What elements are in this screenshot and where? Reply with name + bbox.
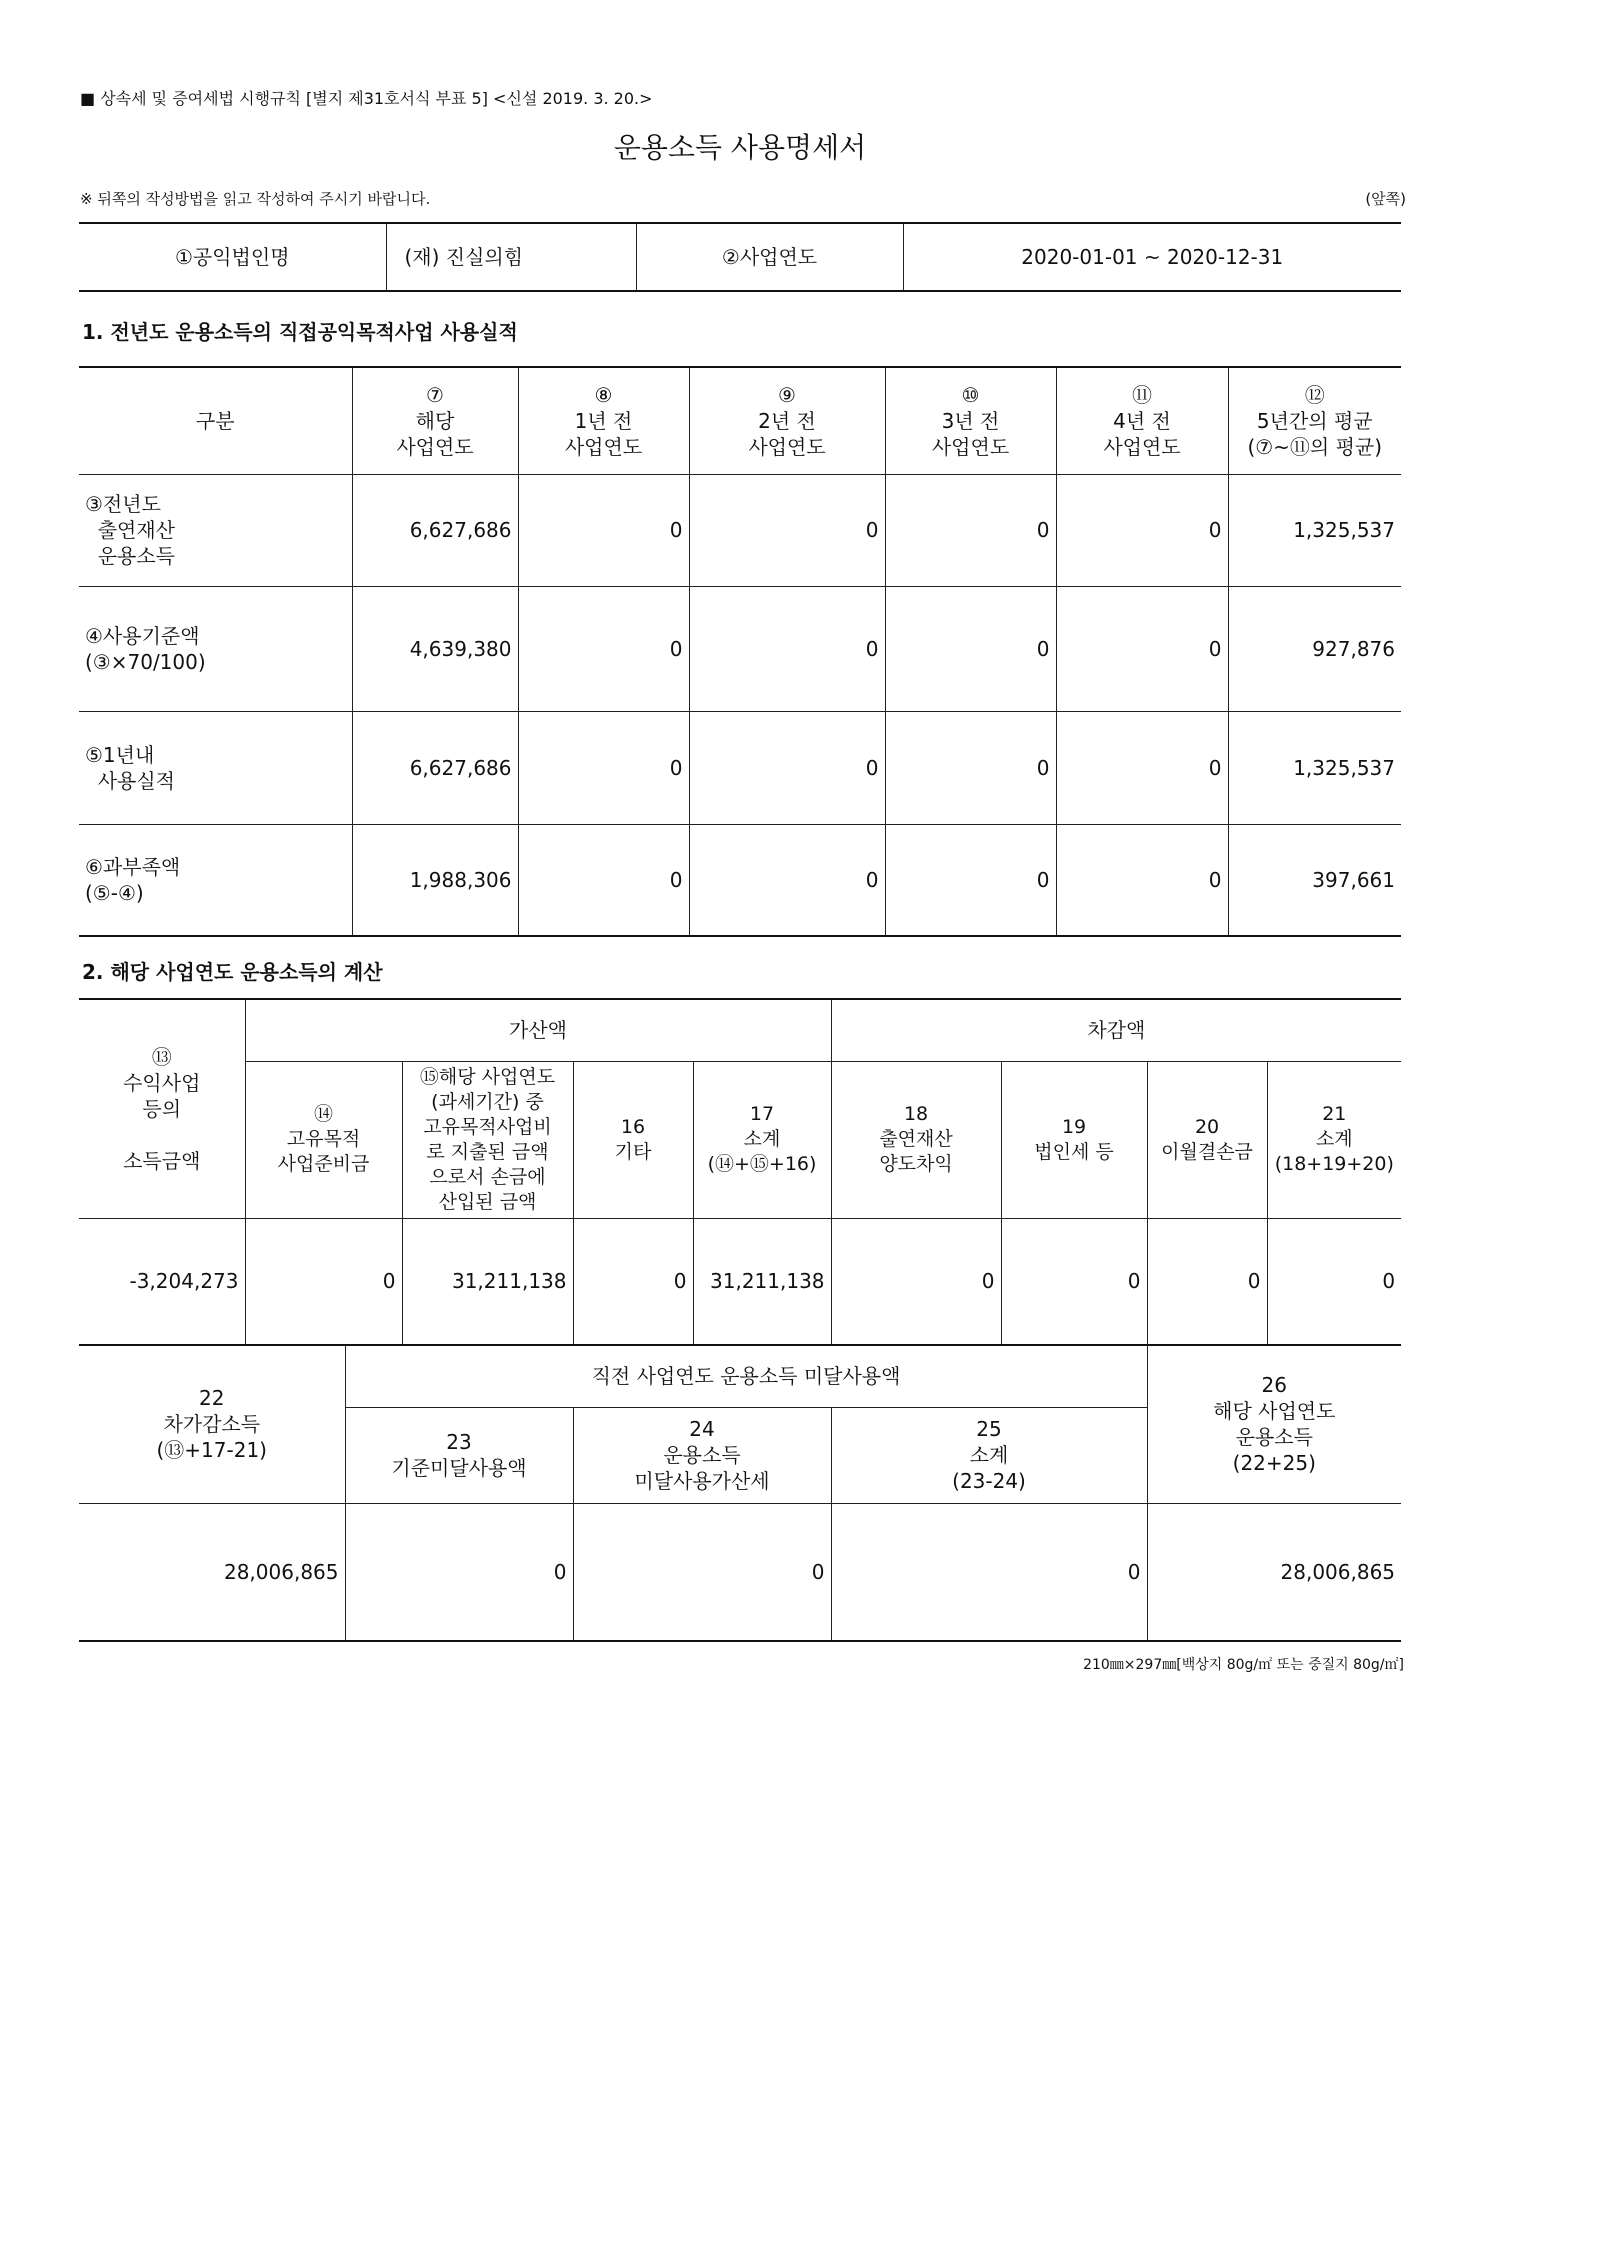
text-line: 26: [1261, 1373, 1287, 1398]
text-line: 해당: [415, 408, 455, 433]
text-line: 소계: [969, 1443, 1009, 1467]
text-line: 으로서 손금에: [429, 1165, 546, 1188]
amount-cell: 0: [831, 1503, 1147, 1641]
text-line: 25: [976, 1417, 1002, 1441]
text-line: (⑤-④): [85, 880, 144, 905]
deduction-column-header: [831, 1061, 1001, 1218]
income-amount-header: [79, 999, 245, 1218]
text-line: 3년 전: [941, 408, 1000, 433]
text-line: 사용실적: [85, 768, 175, 793]
amount-cell: 0: [1056, 711, 1228, 824]
amount-cell: 0: [689, 474, 885, 586]
text-line: ⑩: [961, 382, 980, 407]
text-line: ⑦: [426, 382, 444, 407]
text-line: ⑥과부족액: [85, 854, 181, 879]
addition-column-header: [573, 1061, 693, 1218]
text-line: 사업연도: [1103, 434, 1181, 459]
category-header: [79, 367, 352, 474]
text-line: 운용소득: [1235, 1425, 1313, 1450]
text-line: 4년 전: [1113, 408, 1171, 433]
text-line: 로 지출된 금액: [426, 1140, 549, 1163]
addition-column-header: [245, 1061, 402, 1218]
page-side-label: (앞쪽): [1365, 190, 1406, 208]
amount-cell: 0: [573, 1503, 831, 1641]
text-line: ⑬: [151, 1044, 172, 1069]
info-table: [79, 222, 1401, 292]
text-line: 소득금액: [123, 1148, 201, 1173]
column-header: [885, 367, 1056, 474]
amount-cell: 28,006,865: [79, 1503, 345, 1641]
amount-cell: 0: [573, 1218, 693, 1345]
amount-cell: 397,661: [1228, 824, 1401, 936]
text-line: 양도차익: [879, 1153, 953, 1175]
text-line: (⑭+⑮+16): [707, 1153, 817, 1175]
amount-cell: 0: [1056, 474, 1228, 586]
text-line: 22: [199, 1386, 225, 1411]
section2-table-a: [79, 998, 1401, 1346]
text-line: ⑮해당 사업연도: [419, 1065, 556, 1088]
amount-cell: 4,639,380: [352, 586, 518, 711]
text-line: 운용소득: [85, 544, 175, 568]
amount-cell: 0: [885, 824, 1056, 936]
row-label: [79, 824, 352, 936]
amount-cell: 0: [518, 711, 689, 824]
text-line: (과세기간) 중: [431, 1090, 544, 1113]
text-line: ⑭: [313, 1103, 333, 1125]
amount-cell: 31,211,138: [402, 1218, 573, 1345]
amount-cell: 1,988,306: [352, 824, 518, 936]
paper-spec: 210㎜×297㎜[백상지 80g/㎡ 또는 중질지 80g/㎡]: [1083, 1657, 1404, 1673]
text-line: (③×70/100): [85, 649, 206, 674]
text-line: 차가감소득: [163, 1412, 261, 1437]
corp-name-value: (재) 진실의힘: [386, 223, 636, 291]
text-line: 18: [903, 1103, 929, 1125]
text-line: 해당 사업연도: [1213, 1399, 1336, 1424]
text-line: 출연재산: [85, 518, 175, 542]
text-line: 고유목적사업비: [423, 1115, 552, 1138]
text-line: 2년 전: [758, 408, 816, 433]
text-line: 16: [620, 1115, 646, 1138]
text-line: 17: [749, 1103, 775, 1125]
amount-cell: 1,325,537: [1228, 711, 1401, 824]
text-line: (⑦~⑪의 평균): [1247, 434, 1383, 459]
amount-cell: 0: [885, 586, 1056, 711]
prev-year-shortfall-header: 직전 사업연도 운용소득 미달사용액: [345, 1345, 1147, 1407]
text-line: [85, 1122, 239, 1148]
amount-cell: 927,876: [1228, 586, 1401, 711]
section2-table-b: [79, 1344, 1401, 1642]
text-line: 사업준비금: [277, 1153, 370, 1175]
text-line: (⑬+17-21): [156, 1438, 267, 1463]
amount-cell: 1,325,537: [1228, 474, 1401, 586]
text-line: 등의: [142, 1096, 182, 1121]
column-header: [1056, 367, 1228, 474]
amount-cell: 0: [518, 586, 689, 711]
text-line: ⑪: [1132, 382, 1152, 407]
text-line: 20: [1194, 1115, 1220, 1138]
deduction-column-header: [1001, 1061, 1147, 1218]
shortfall-column-header: [345, 1407, 573, 1503]
text-line: 소계: [743, 1128, 781, 1150]
text-line: 구분: [195, 408, 235, 433]
amount-cell: 0: [518, 474, 689, 586]
addition-column-header: [402, 1061, 573, 1218]
shortfall-column-header: [831, 1407, 1147, 1503]
amount-cell: 0: [245, 1218, 402, 1345]
text-line: (18+19+20): [1274, 1153, 1394, 1175]
corp-name-label: ①공익법인명: [79, 223, 386, 291]
text-line: 19: [1061, 1115, 1087, 1138]
amount-cell: 0: [689, 824, 885, 936]
row-label: [79, 711, 352, 824]
amount-cell: 0: [885, 711, 1056, 824]
text-line: 사업연도: [564, 434, 643, 459]
amount-cell: 0: [689, 711, 885, 824]
text-line: ④사용기준액: [85, 623, 200, 648]
instruction-note: ※ 뒤쪽의 작성방법을 읽고 작성하여 주시기 바랍니다.: [80, 190, 431, 208]
amount-cell: -3,204,273: [79, 1218, 245, 1345]
current-year-income-header: [1147, 1345, 1401, 1503]
text-line: 고유목적: [286, 1128, 361, 1150]
text-line: 23: [446, 1430, 472, 1454]
amount-cell: 0: [885, 474, 1056, 586]
amount-cell: 0: [1056, 824, 1228, 936]
text-line: 사업연도: [931, 434, 1010, 459]
text-line: 1년 전: [574, 408, 633, 433]
shortfall-column-header: [573, 1407, 831, 1503]
deduction-header: 차감액: [831, 999, 1401, 1061]
text-line: 24: [689, 1417, 715, 1441]
column-header: [689, 367, 885, 474]
text-line: ③전년도: [85, 492, 161, 516]
page-title: 운용소득 사용명세서: [613, 131, 867, 164]
text-line: 사업연도: [396, 434, 474, 459]
amount-cell: 0: [1147, 1218, 1267, 1345]
text-line: ⑫: [1304, 382, 1325, 407]
text-line: 기준미달사용액: [391, 1456, 527, 1480]
column-header: [518, 367, 689, 474]
text-line: 미달사용가산세: [634, 1469, 770, 1493]
row-label: [79, 474, 352, 586]
column-header: [1228, 367, 1401, 474]
text-line: 5년간의 평균: [1256, 408, 1373, 433]
amount-cell: 31,211,138: [693, 1218, 831, 1345]
row-label: [79, 586, 352, 711]
column-header: [352, 367, 518, 474]
business-year-label: ②사업연도: [636, 223, 903, 291]
text-line: 운용소득: [663, 1443, 741, 1467]
text-line: (22+25): [1232, 1451, 1316, 1476]
text-line: ⑤1년내: [85, 742, 155, 767]
amount-cell: 0: [831, 1218, 1001, 1345]
text-line: ⑨: [778, 382, 796, 407]
text-line: 법인세 등: [1034, 1140, 1114, 1163]
amount-cell: 0: [518, 824, 689, 936]
net-income-header: [79, 1345, 345, 1503]
text-line: (23-24): [952, 1469, 1026, 1493]
amount-cell: 0: [1267, 1218, 1401, 1345]
text-line: ⑧: [594, 382, 613, 407]
text-line: 출연재산: [879, 1128, 953, 1150]
section1-table: [79, 366, 1401, 937]
text-line: 21: [1322, 1103, 1347, 1125]
amount-cell: 28,006,865: [1147, 1503, 1401, 1641]
section2-title: 2. 해당 사업연도 운용소득의 계산: [82, 960, 383, 984]
amount-cell: 0: [345, 1503, 573, 1641]
addition-header: 가산액: [245, 999, 831, 1061]
addition-column-header: [693, 1061, 831, 1218]
amount-cell: 0: [1056, 586, 1228, 711]
deduction-column-header: [1147, 1061, 1267, 1218]
amount-cell: 6,627,686: [352, 474, 518, 586]
amount-cell: 6,627,686: [352, 711, 518, 824]
text-line: 이월결손금: [1161, 1140, 1253, 1163]
text-line: 산입된 금액: [438, 1190, 537, 1213]
amount-cell: 0: [689, 586, 885, 711]
text-line: 수익사업: [123, 1070, 201, 1095]
deduction-column-header: [1267, 1061, 1401, 1218]
section1-title: 1. 전년도 운용소득의 직접공익목적사업 사용실적: [82, 320, 518, 344]
business-year-value: 2020-01-01 ~ 2020-12-31: [903, 223, 1401, 291]
text-line: 소계: [1315, 1128, 1353, 1150]
legal-reference: ■ 상속세 및 증여세법 시행규칙 [별지 제31호서식 부표 5] <신설 2019. 3. 20.>: [80, 89, 653, 108]
text-line: 사업연도: [748, 434, 826, 459]
amount-cell: 0: [1001, 1218, 1147, 1345]
text-line: 기타: [614, 1140, 652, 1163]
